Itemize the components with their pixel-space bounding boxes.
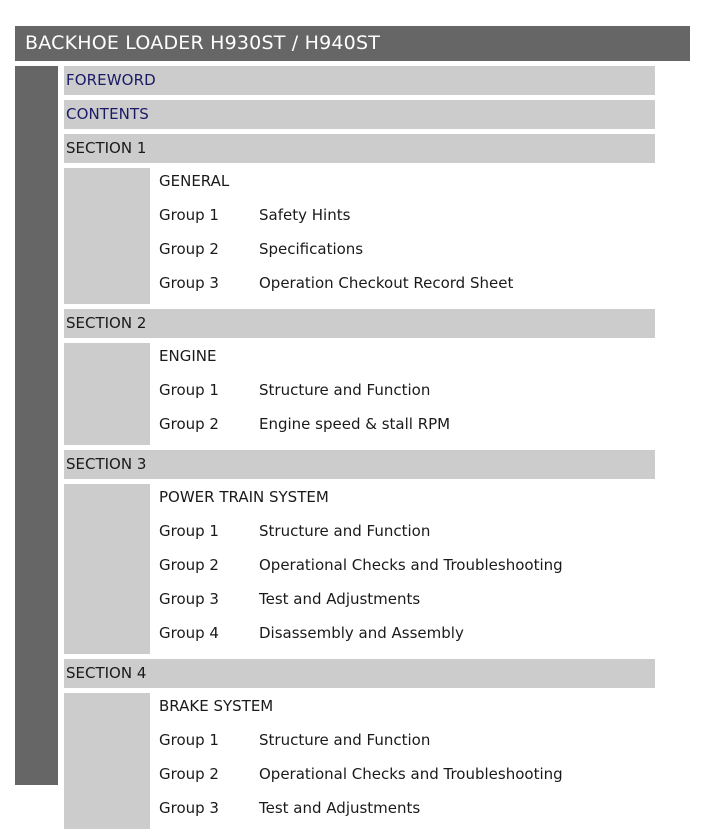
foreword-link[interactable]: FOREWORD [64, 66, 655, 95]
section-4-body [64, 693, 655, 829]
group-topic-link[interactable]: Engine speed & stall RPM [259, 415, 451, 433]
section-4-header: SECTION 4 [64, 659, 655, 688]
section-4-title: BRAKE SYSTEM [159, 697, 274, 715]
section-2-title: ENGINE [159, 347, 217, 365]
group-topic-link[interactable]: Test and Adjustments [259, 799, 421, 817]
group-label[interactable]: Group 2 [159, 765, 219, 783]
group-label[interactable]: Group 1 [159, 381, 219, 399]
section-gutter [64, 484, 150, 654]
table-of-contents [64, 66, 655, 834]
section-3-body [64, 484, 655, 654]
group-topic-link[interactable]: Test and Adjustments [259, 590, 421, 608]
group-label[interactable]: Group 2 [159, 415, 219, 433]
group-label[interactable]: Group 3 [159, 799, 219, 817]
group-label[interactable]: Group 2 [159, 556, 219, 574]
contents-link[interactable]: CONTENTS [64, 100, 655, 129]
group-topic-link[interactable]: Specifications [259, 240, 364, 258]
toc-entry [159, 620, 655, 654]
toc-entry [159, 552, 655, 586]
toc-entry [159, 377, 655, 411]
toc-entry [159, 202, 655, 236]
left-margin-bar [15, 66, 58, 785]
toc-entry [159, 411, 655, 445]
section-1-title: GENERAL [159, 172, 230, 190]
toc-entry [159, 795, 655, 829]
group-topic-link[interactable]: Structure and Function [259, 522, 431, 540]
group-label[interactable]: Group 2 [159, 240, 219, 258]
section-gutter [64, 343, 150, 445]
section-3-title: POWER TRAIN SYSTEM [159, 488, 329, 506]
group-label[interactable]: Group 1 [159, 731, 219, 749]
toc-entry [159, 727, 655, 761]
section-1-header: SECTION 1 [64, 134, 655, 163]
group-topic-link[interactable]: Safety Hints [259, 206, 351, 224]
page-title: BACKHOE LOADER H930ST / H940ST [15, 26, 690, 61]
group-label[interactable]: Group 4 [159, 624, 219, 642]
group-topic-link[interactable]: Operation Checkout Record Sheet [259, 274, 514, 292]
group-topic-link[interactable]: Operational Checks and Troubleshooting [259, 765, 563, 783]
group-label[interactable]: Group 1 [159, 206, 219, 224]
section-3-header: SECTION 3 [64, 450, 655, 479]
group-topic-link[interactable]: Structure and Function [259, 381, 431, 399]
group-topic-link[interactable]: Disassembly and Assembly [259, 624, 464, 642]
group-label[interactable]: Group 3 [159, 274, 219, 292]
group-topic-link[interactable]: Operational Checks and Troubleshooting [259, 556, 563, 574]
section-2-header: SECTION 2 [64, 309, 655, 338]
section-2-body [64, 343, 655, 445]
section-1-body [64, 168, 655, 304]
toc-entry [159, 761, 655, 795]
group-label[interactable]: Group 3 [159, 590, 219, 608]
group-topic-link[interactable]: Structure and Function [259, 731, 431, 749]
toc-entry [159, 236, 655, 270]
section-gutter [64, 693, 150, 829]
toc-entry [159, 586, 655, 620]
group-label[interactable]: Group 1 [159, 522, 219, 540]
section-gutter [64, 168, 150, 304]
toc-entry [159, 518, 655, 552]
toc-entry [159, 270, 655, 304]
